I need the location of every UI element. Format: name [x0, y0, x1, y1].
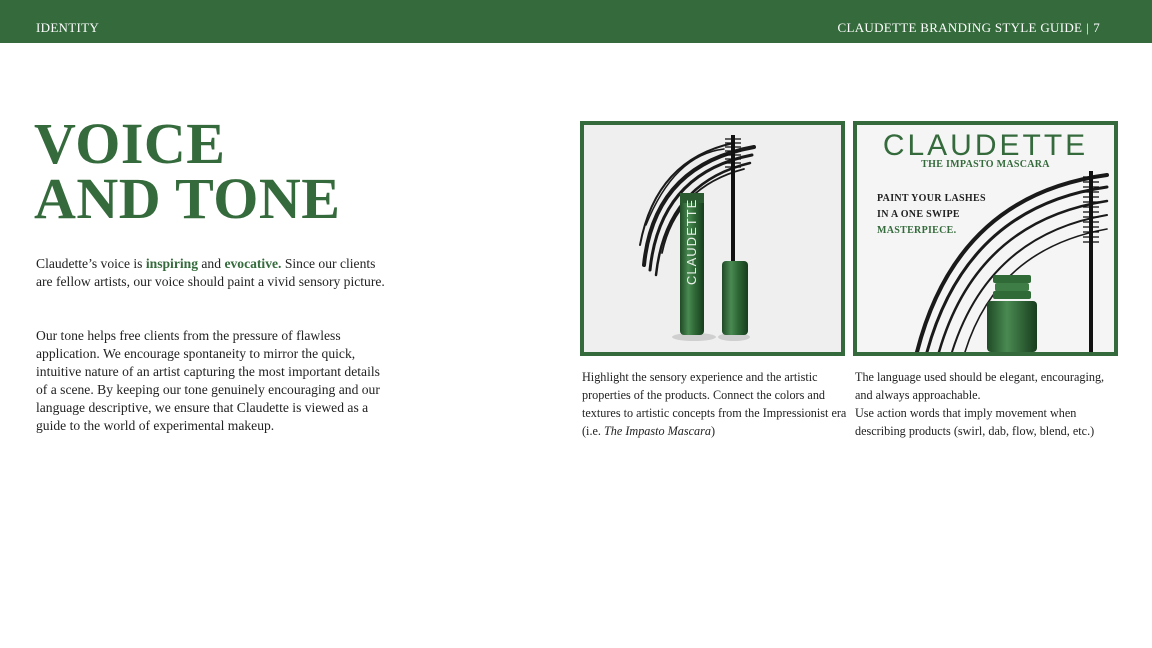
ad-tagline-line-2: IN A ONE SWIPE — [877, 209, 960, 220]
tube-brand-label: CLAUDETTE — [684, 198, 699, 285]
voice-text-mid: and — [198, 256, 225, 271]
voice-highlight-inspiring: inspiring — [145, 256, 198, 271]
caption-sensory-text: Highlight the sensory experience and the artistic properties of the products. Connect the colors and textures to artistic concepts from the Impressionist era (i.e. — [582, 370, 847, 438]
ad-product-name: THE IMPASTO MASCARA — [921, 159, 1050, 170]
mascara-product-image — [580, 121, 845, 356]
caption-sensory — [582, 368, 850, 440]
title-line-2: AND TONE — [34, 166, 341, 231]
section-label: IDENTITY — [36, 20, 100, 35]
title-line-1: VOICE — [34, 111, 226, 176]
voice-paragraph — [36, 255, 386, 291]
mascara-illustration — [584, 125, 841, 352]
page-title — [34, 111, 341, 231]
voice-highlight-evocative: evocative. — [224, 256, 282, 271]
caption-language — [855, 368, 1123, 440]
caption-sensory-italic: The Impasto Mascara — [604, 424, 711, 438]
mascara-ad-mockup — [853, 121, 1118, 356]
guide-title — [838, 20, 1101, 36]
caption-language-line-1: The language used should be elegant, encouraging, and always approachable. — [855, 370, 1105, 402]
voice-text-pre: Claudette’s voice is — [36, 256, 146, 271]
tone-paragraph: Our tone helps free clients from the pressure of flawless application. We encourage spontaneity to mirror the quick, intuitive nature of an artist capturing the most important details of a scene. By keeping our tone genuinely encouraging and our language descriptive, we ensure that Claudette is viewed as a guide to the world of experimental makeup. — [36, 328, 380, 433]
header-separator: | — [1086, 20, 1090, 35]
guide-title-text: CLAUDETTE BRANDING STYLE GUIDE — [837, 20, 1083, 35]
caption-language-line-2: Use action words that imply movement when describing products (swirl, dab, flow, blend, etc.) — [855, 406, 1095, 438]
ad-tagline — [877, 191, 986, 239]
header-bar — [0, 0, 1152, 43]
voice-text-post: Since our clients are fellow artists, our voice should paint a vivid sensory picture. — [36, 256, 385, 289]
page-number: 7 — [1093, 20, 1100, 35]
caption-sensory-end: ) — [710, 424, 716, 438]
ad-tagline-line-1: PAINT YOUR LASHES — [877, 193, 986, 204]
ad-brand-name: CLAUDETTE — [882, 129, 1089, 162]
ad-tagline-line-3: MASTERPIECE. — [877, 225, 957, 236]
